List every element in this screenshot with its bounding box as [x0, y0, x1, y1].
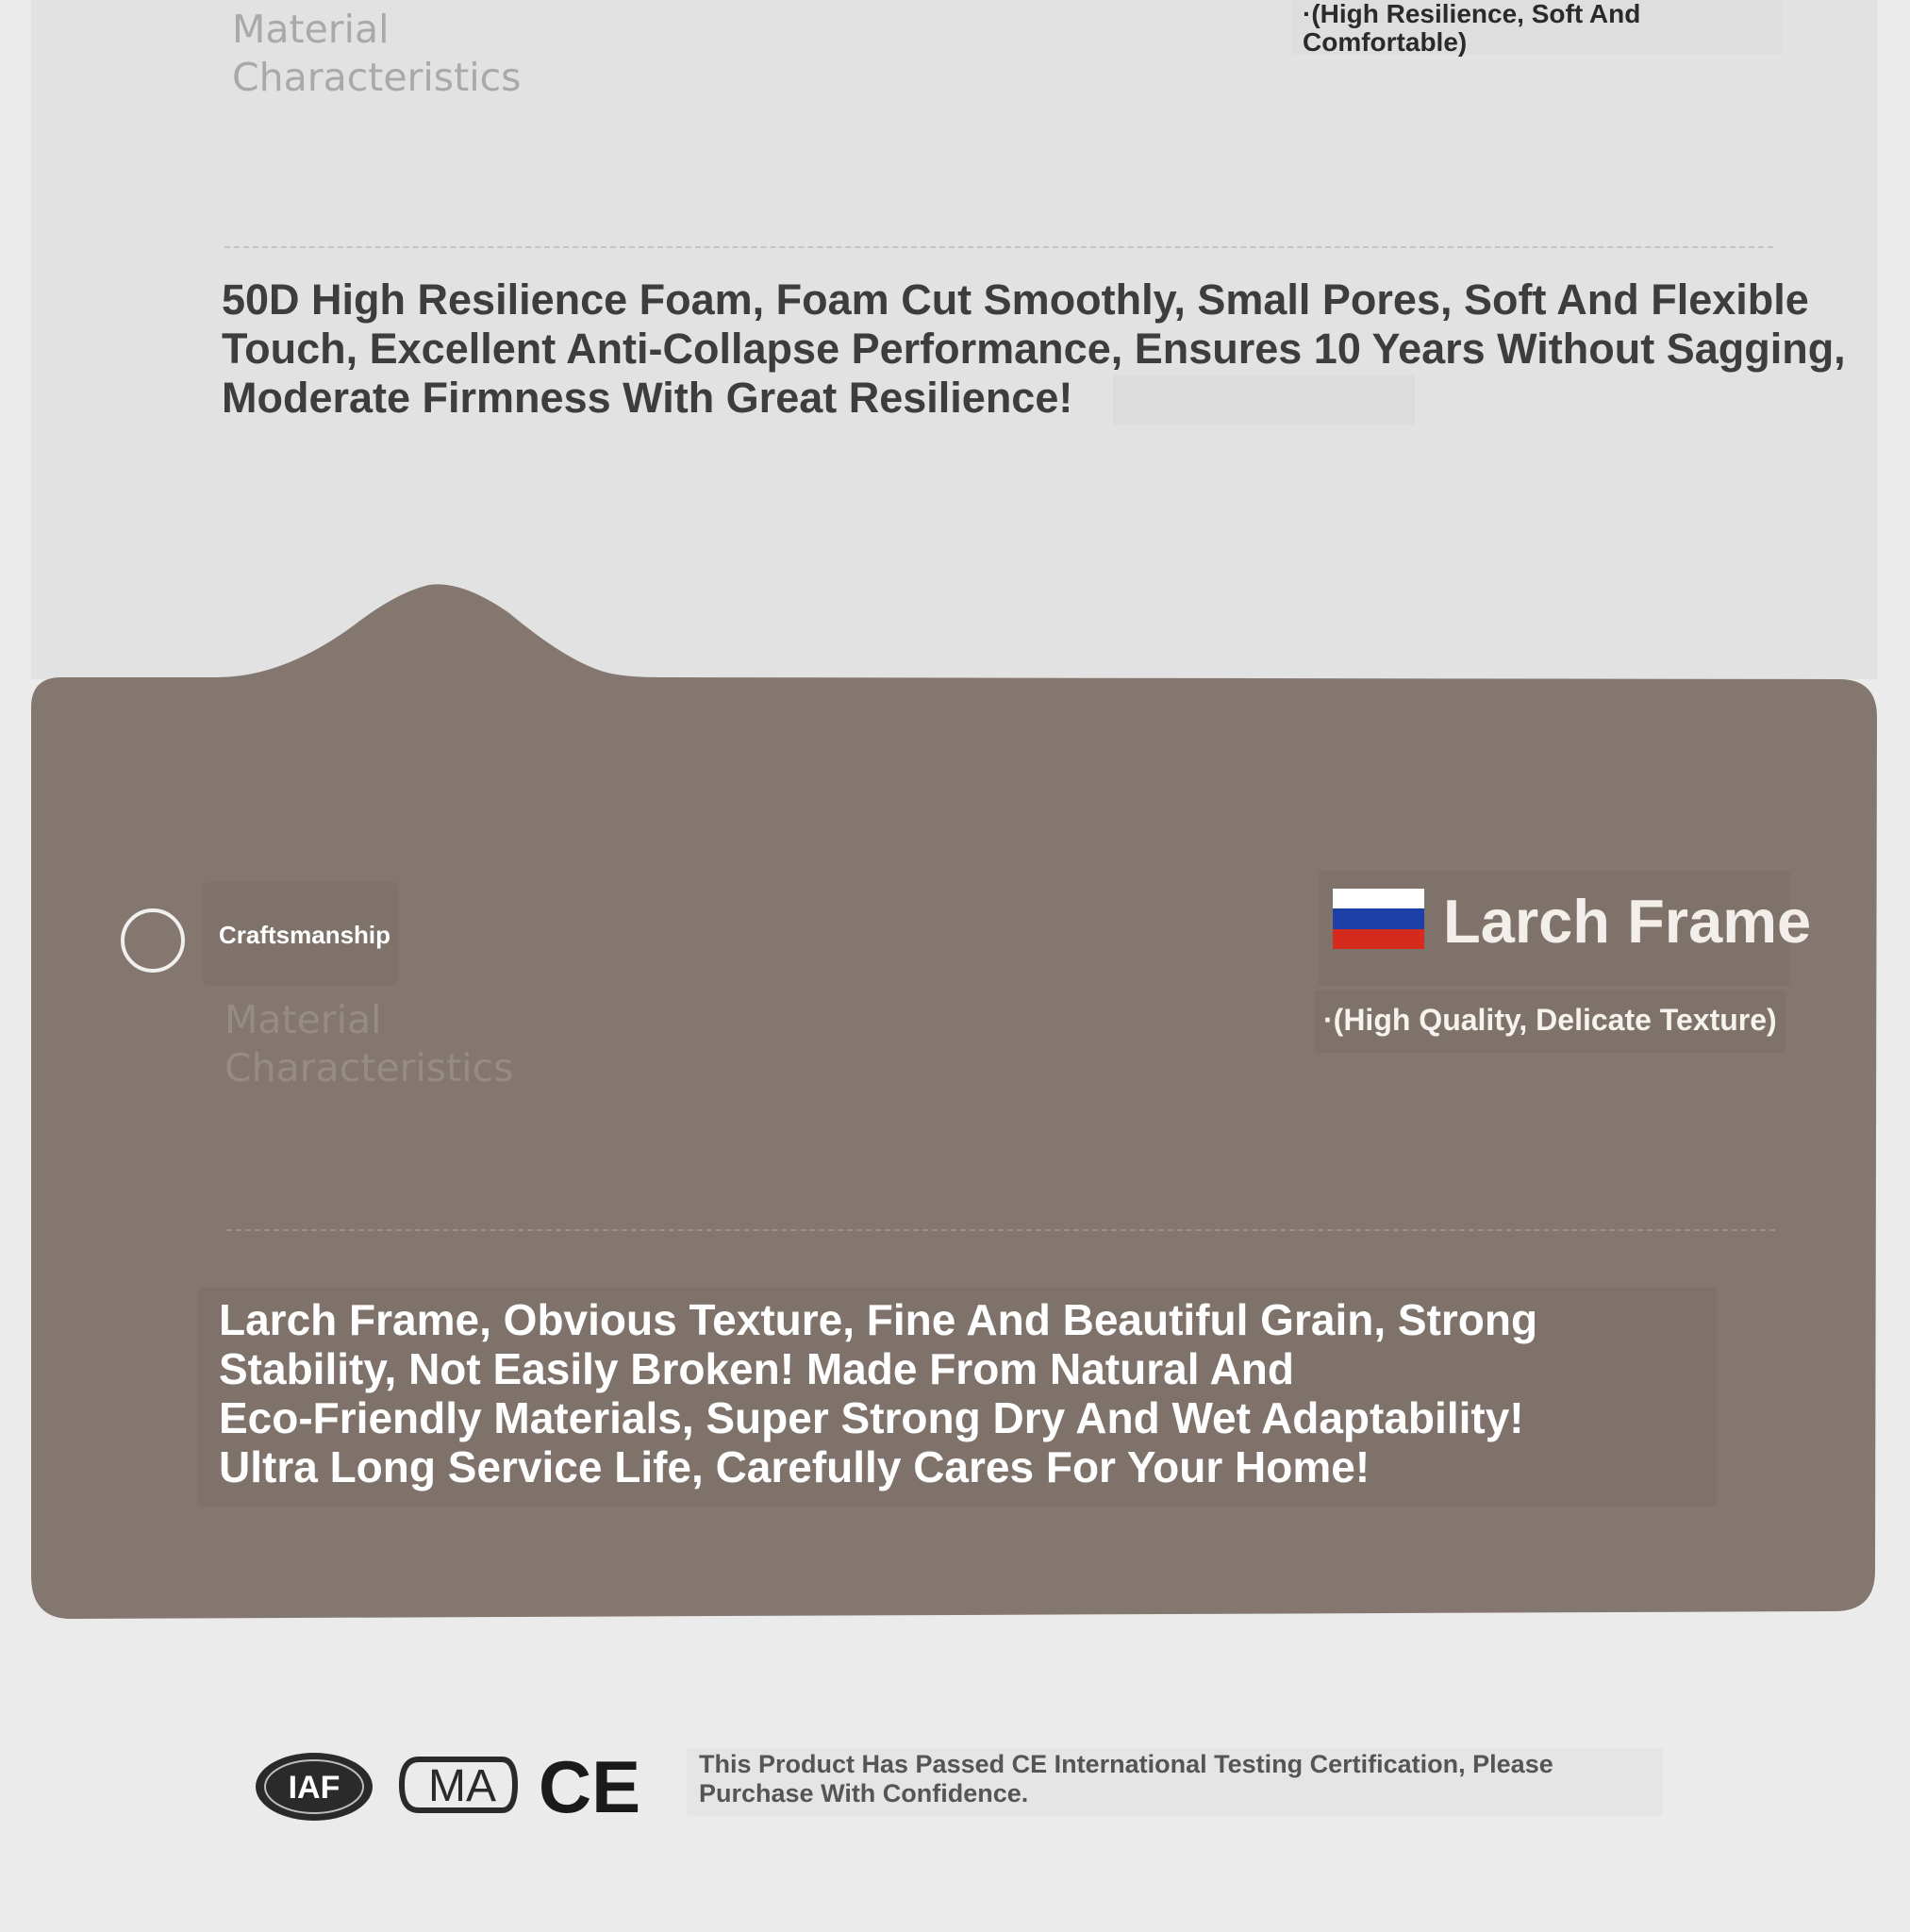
- cma-logo: [398, 1752, 519, 1818]
- russia-flag-icon: [1333, 889, 1424, 949]
- foam-description: 50D High Resilience Foam, Foam Cut Smoothly, Small Pores, Soft And Flexible Touch, Excellent Anti-Collapse Performance, Ensures 10 Years Without Sagging, Moderate Firmness With Great Resilience!: [222, 275, 1846, 422]
- circle-icon: [121, 908, 185, 973]
- heading-line-1: Material: [232, 7, 390, 52]
- description-line: Ultra Long Service Life, Carefully Cares For Your Home!: [219, 1442, 1370, 1491]
- certification-note: This Product Has Passed CE International Testing Certification, Please Purchase With Confidence.: [699, 1750, 1553, 1807]
- cma-logo-label: MA: [428, 1761, 496, 1811]
- heading-line-2: Characteristics: [232, 55, 522, 100]
- larch-description: [219, 1295, 1577, 1491]
- note-line-2: Comfortable): [1303, 27, 1468, 57]
- note-line-1: ·(High Resilience, Soft And: [1303, 0, 1641, 28]
- description-line: Stability, Not Easily Broken! Made From Natural And: [219, 1344, 1294, 1393]
- description-line: Larch Frame, Obvious Texture, Fine And Beautiful Grain, Strong: [219, 1295, 1538, 1344]
- iaf-logo-label: IAF: [288, 1770, 340, 1806]
- heading-line-2: Characteristics: [224, 1045, 514, 1091]
- heading-line-1: Material: [224, 997, 382, 1042]
- craftsmanship-tag: Craftsmanship: [219, 921, 391, 949]
- iaf-logo: [253, 1750, 375, 1824]
- ce-mark-label: CE: [538, 1745, 641, 1828]
- dashed-divider-bottom: [226, 1229, 1775, 1231]
- ce-mark-logo: [538, 1745, 641, 1828]
- larch-frame-title: Larch Frame: [1443, 887, 1812, 956]
- quality-note: ·(High Quality, Delicate Texture): [1323, 1003, 1777, 1037]
- material-characteristics-heading-bottom: [224, 996, 514, 1092]
- description-line: Eco-Friendly Materials, Super Strong Dry And Wet Adaptability!: [219, 1393, 1524, 1442]
